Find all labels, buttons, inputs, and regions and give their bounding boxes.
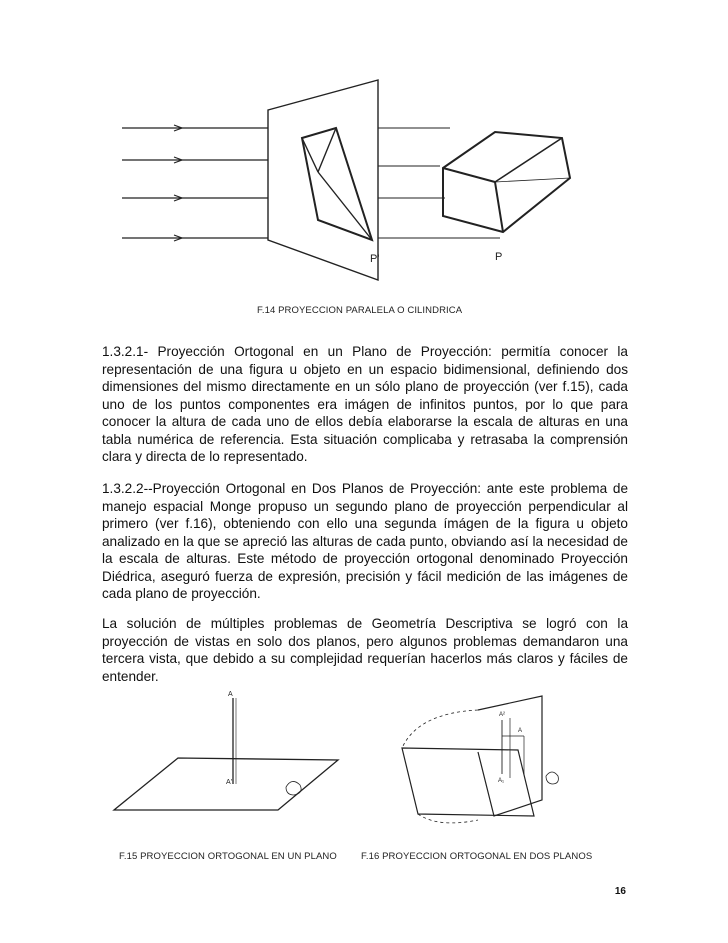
label-a2: A² (499, 712, 505, 718)
caption-f15: F.15 PROYECCION ORTOGONAL EN UN PLANO (119, 851, 337, 862)
label-p-prime: P' (370, 253, 380, 265)
label-a: A (518, 728, 523, 734)
caption-f14: F.14 PROYECCION PARALELA O CILINDRICA (257, 305, 463, 316)
label-a1: A₁ (498, 778, 505, 784)
figure-f16-orthogonal-two-planes (398, 688, 608, 830)
page-number: 16 (614, 886, 626, 897)
paragraph-1-3-2-2: 1.3.2.2--Proyección Ortogonal en Dos Planos de Proyección: ante este problema de manejo espacial Monge propuso un segundo plano de proyección perpendicular al primero (ver f.16), obteniendo con ello una segunda ímágen de la figura u objeto analizado en la que se apreció las alturas de cada punto, obviando así la necesidad de la escala de alturas. Este método de proyección ortogonal denominado Proyección Diédrica, aseguró fuerza de expresión, precisión y fácil medición de las imágenes de cada plano de proyección. (102, 481, 628, 601)
figure-f15-orthogonal-one-plane (108, 690, 348, 825)
paragraph-conclusion: La solución de múltiples problemas de Geometría Descriptiva se logró con la proyección de vistas en solo dos planos, pero algunos problemas demandaron una tercera vista, que debido a su complejidad requerían hacerlos más claros y fáciles de entender. (102, 616, 628, 684)
paragraph-1-3-2-1: 1.3.2.1- Proyección Ortogonal en un Plano de Proyección: permitía conocer la representación de una figura u objeto en un espacio bidimensional, definiendo dos dimensiones del mismo directamente en un sólo plano de proyección (ver f.15), cada uno de los puntos componentes era imágen de infinitos puntos, por lo que para conocer la altura de cada uno de ellos debía elaborarse la escala de alturas en una tabla numérica de referencia. Esta situación complicaba y retrasaba la comprensión clara y directa de lo representado. (102, 344, 628, 464)
label-a-top: A (228, 691, 233, 698)
label-p: P (495, 251, 503, 263)
label-a-bottom: A' (226, 779, 233, 786)
figure-f14-parallel-projection (110, 70, 610, 295)
caption-f16: F.16 PROYECCION ORTOGONAL EN DOS PLANOS (361, 851, 593, 862)
